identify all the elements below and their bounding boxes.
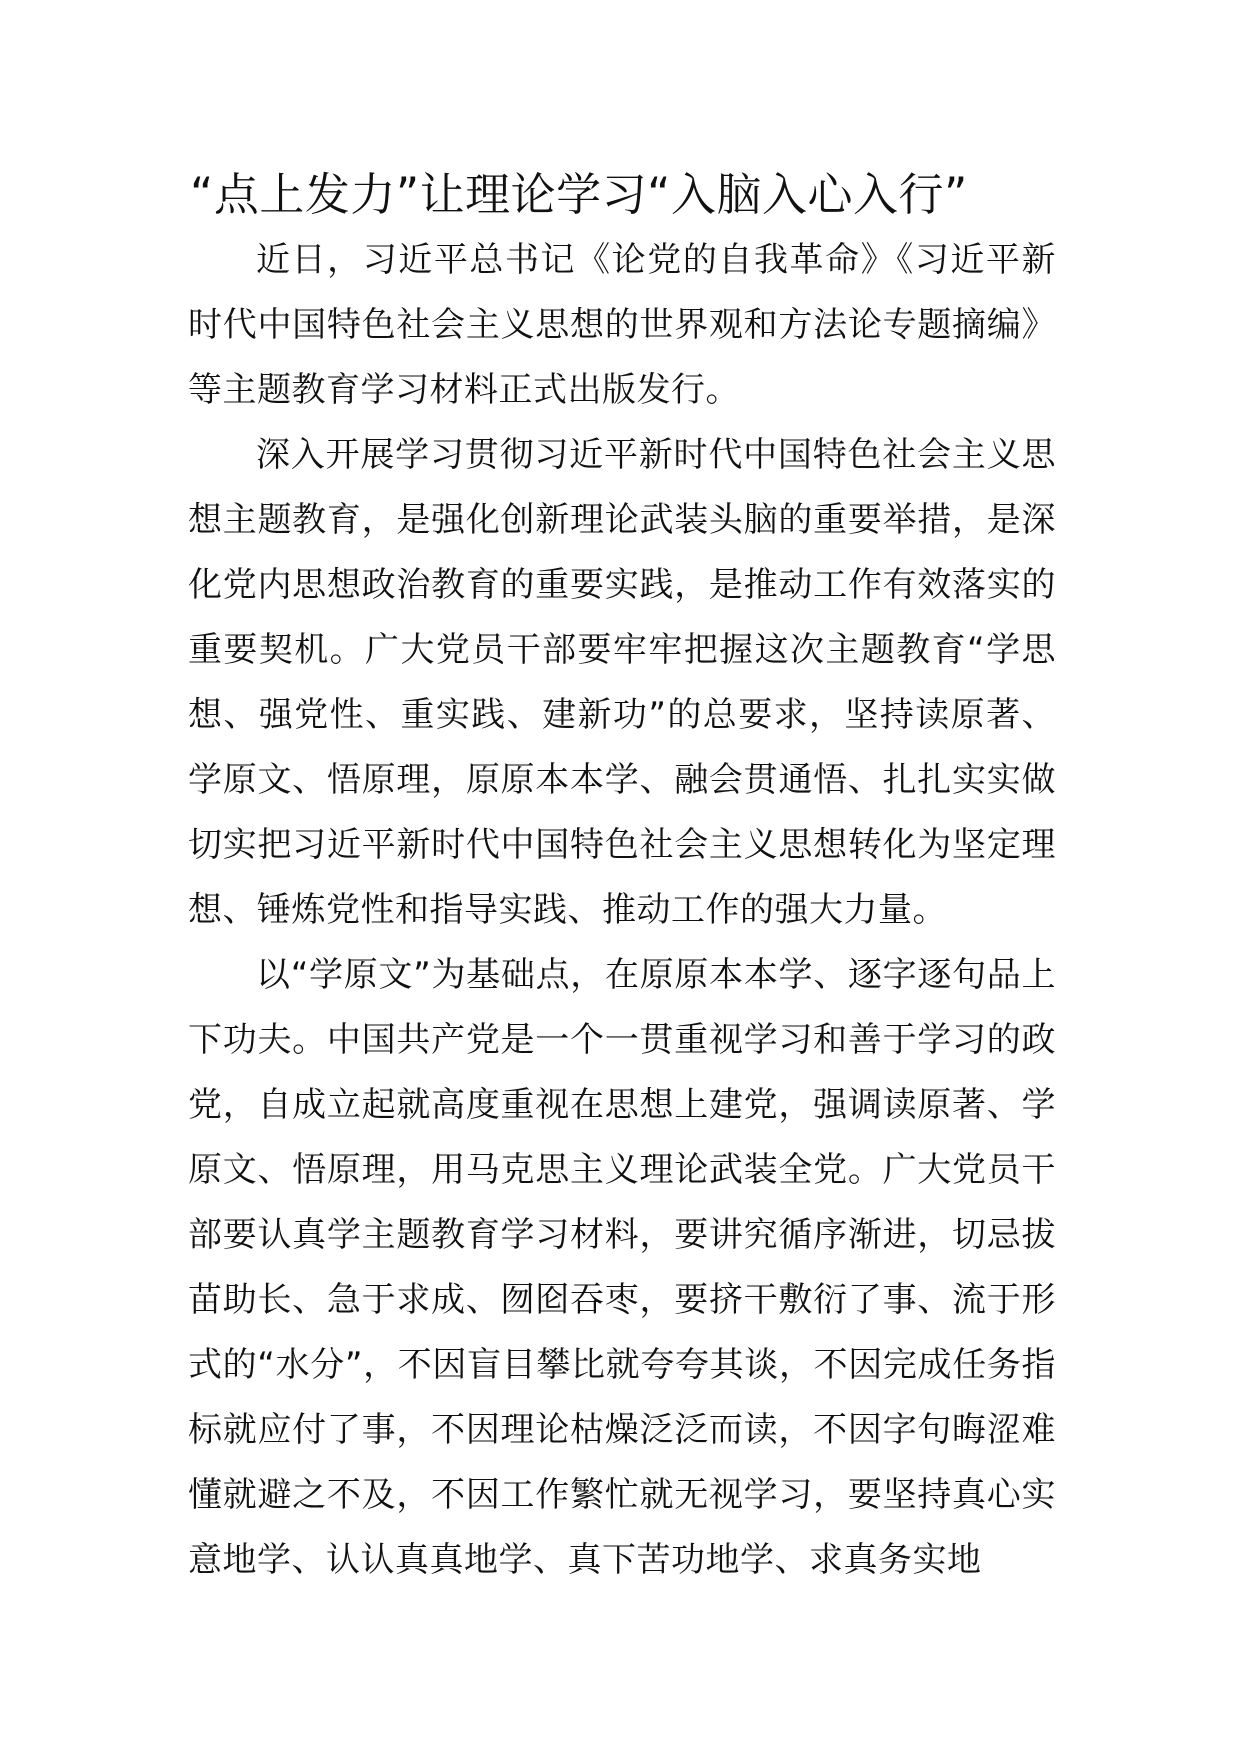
document-title: “点上发力”让理论学习“入脑入心入行”: [190, 168, 968, 221]
paragraph-intro: 近日，习近平总书记《论党的自我革命》《习近平新时代中国特色社会主义思想的世界观和方法论专题摘编》等主题教育学习材料正式出版发行。: [188, 240, 1056, 410]
paragraph-study-original-text: 以“学原文”为基础点，在原原本本学、逐字逐句品上下功夫。中国共产党是一个一贯重视学习和善于学习的政党，自成立起就高度重视在思想上建党，强调读原著、学原文、悟原理，用马克思主义理论武装全党。广大党员干部要认真学主题教育学习材料，要讲究循序渐进，切忌拔苗助长、急于求成、囫囵吞枣，要挤干敷衍了事、流于形式的“水分”，不因盲目攀比就夸夸其谈，不因完成任务指标就应付了事，不因理论枯燥泛泛而读，不因字句晦涩难懂就避之不及，不因工作繁忙就无视学习，要坚持真心实意地学、认认真真地学、真下苦功地学、求真务实地: [188, 955, 1056, 1580]
paragraph-theme-education: 深入开展学习贯彻习近平新时代中国特色社会主义思想主题教育，是强化创新理论武装头脑的重要举措，是深化党内思想政治教育的重要实践，是推动工作有效落实的重要契机。广大党员干部要牢牢把握这次主题教育“学思想、强党性、重实践、建新功”的总要求，坚持读原著、学原文、悟原理，原原本本学、融会贯通悟、扎扎实实做切实把习近平新时代中国特色社会主义思想转化为坚定理想、锤炼党性和指导实践、推动工作的强大力量。: [188, 435, 1056, 930]
document-body: [188, 228, 1056, 1593]
